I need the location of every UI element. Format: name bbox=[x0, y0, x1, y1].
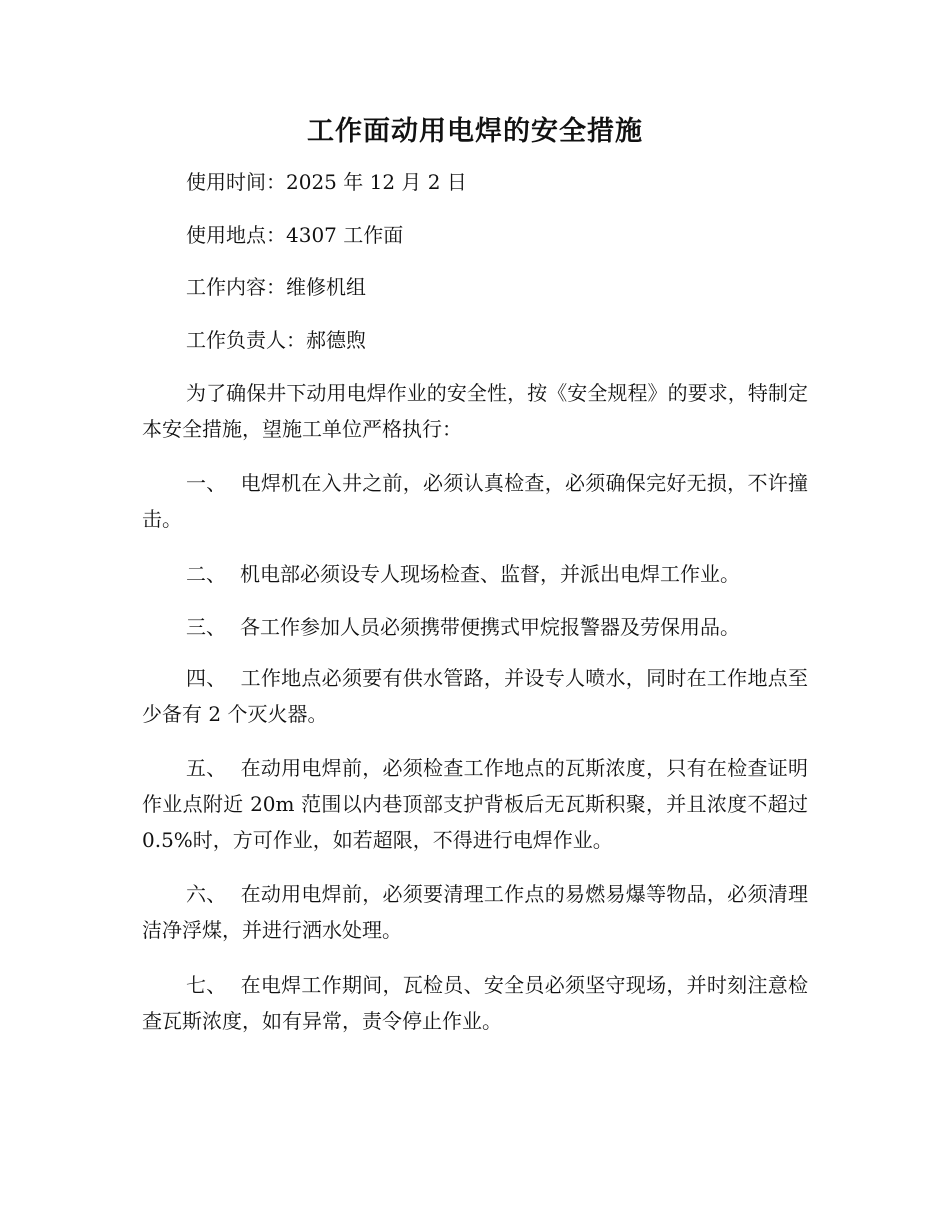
meta-work-content bbox=[186, 273, 366, 301]
measure-item-3 bbox=[142, 609, 808, 645]
measure-text: 机电部必须设专人现场检查、监督，并派出电焊工作业。 bbox=[240, 562, 740, 586]
measure-number: 四、 bbox=[186, 666, 227, 690]
measure-item-1 bbox=[142, 465, 808, 537]
meta-leader-value: 郝德煦 bbox=[306, 328, 366, 352]
meta-location-label: 使用地点： bbox=[186, 223, 286, 247]
measure-number: 六、 bbox=[186, 882, 227, 906]
measure-item-2 bbox=[142, 556, 808, 592]
measure-number: 三、 bbox=[186, 615, 226, 639]
measure-text: 工作地点必须要有供水管路，并设专人喷水，同时在工作地点至 少备有 2 个灭火器。 bbox=[142, 666, 809, 726]
meta-date-value: 2025 年 12 月 2 日 bbox=[286, 170, 467, 194]
measure-text: 在动用电焊前，必须要清理工作点的易燃易爆等物品，必须清理洁净浮煤，并进行洒水处理。 bbox=[142, 882, 809, 942]
measure-text: 在动用电焊前，必须检查工作地点的瓦斯浓度，只有在检查证明作业点附近 20m 范围以内巷顶部支护背板后无瓦斯积聚，并且浓度不超过 0.5%时，方可作业，如若超限，不得进行电焊作业。 bbox=[142, 756, 809, 852]
measure-text: 在电焊工作期间，瓦检员、安全员必须坚守现场，并时刻注意检查瓦斯浓度，如有异常，责令停止作业。 bbox=[142, 973, 809, 1033]
meta-leader bbox=[186, 326, 366, 354]
meta-location bbox=[186, 221, 403, 249]
measure-item-5 bbox=[142, 750, 808, 858]
document-title: 工作面动用电焊的安全措施 bbox=[307, 116, 643, 147]
measure-number: 一、 bbox=[186, 471, 227, 495]
measure-item-6 bbox=[142, 876, 808, 948]
measure-number: 二、 bbox=[186, 562, 226, 586]
measure-text: 电焊机在入井之前，必须认真检查，必须确保完好无损，不许撞击。 bbox=[142, 471, 809, 531]
intro-paragraph: 为了确保井下动用电焊作业的安全性，按《安全规程》的要求，特制定本安全措施，望施工单位严格执行： bbox=[142, 381, 808, 441]
meta-date-label: 使用时间： bbox=[186, 170, 286, 194]
meta-date bbox=[186, 168, 467, 196]
meta-work-content-label: 工作内容： bbox=[186, 275, 286, 299]
measure-item-7 bbox=[142, 967, 808, 1039]
measure-text: 各工作参加人员必须携带便携式甲烷报警器及劳保用品。 bbox=[240, 615, 740, 639]
meta-location-value: 4307 工作面 bbox=[286, 223, 404, 247]
meta-work-content-value: 维修机组 bbox=[286, 275, 366, 299]
measure-item-4 bbox=[142, 660, 808, 732]
measure-number: 五、 bbox=[186, 756, 227, 780]
meta-leader-label: 工作负责人： bbox=[186, 328, 306, 352]
measure-number: 七、 bbox=[186, 973, 227, 997]
